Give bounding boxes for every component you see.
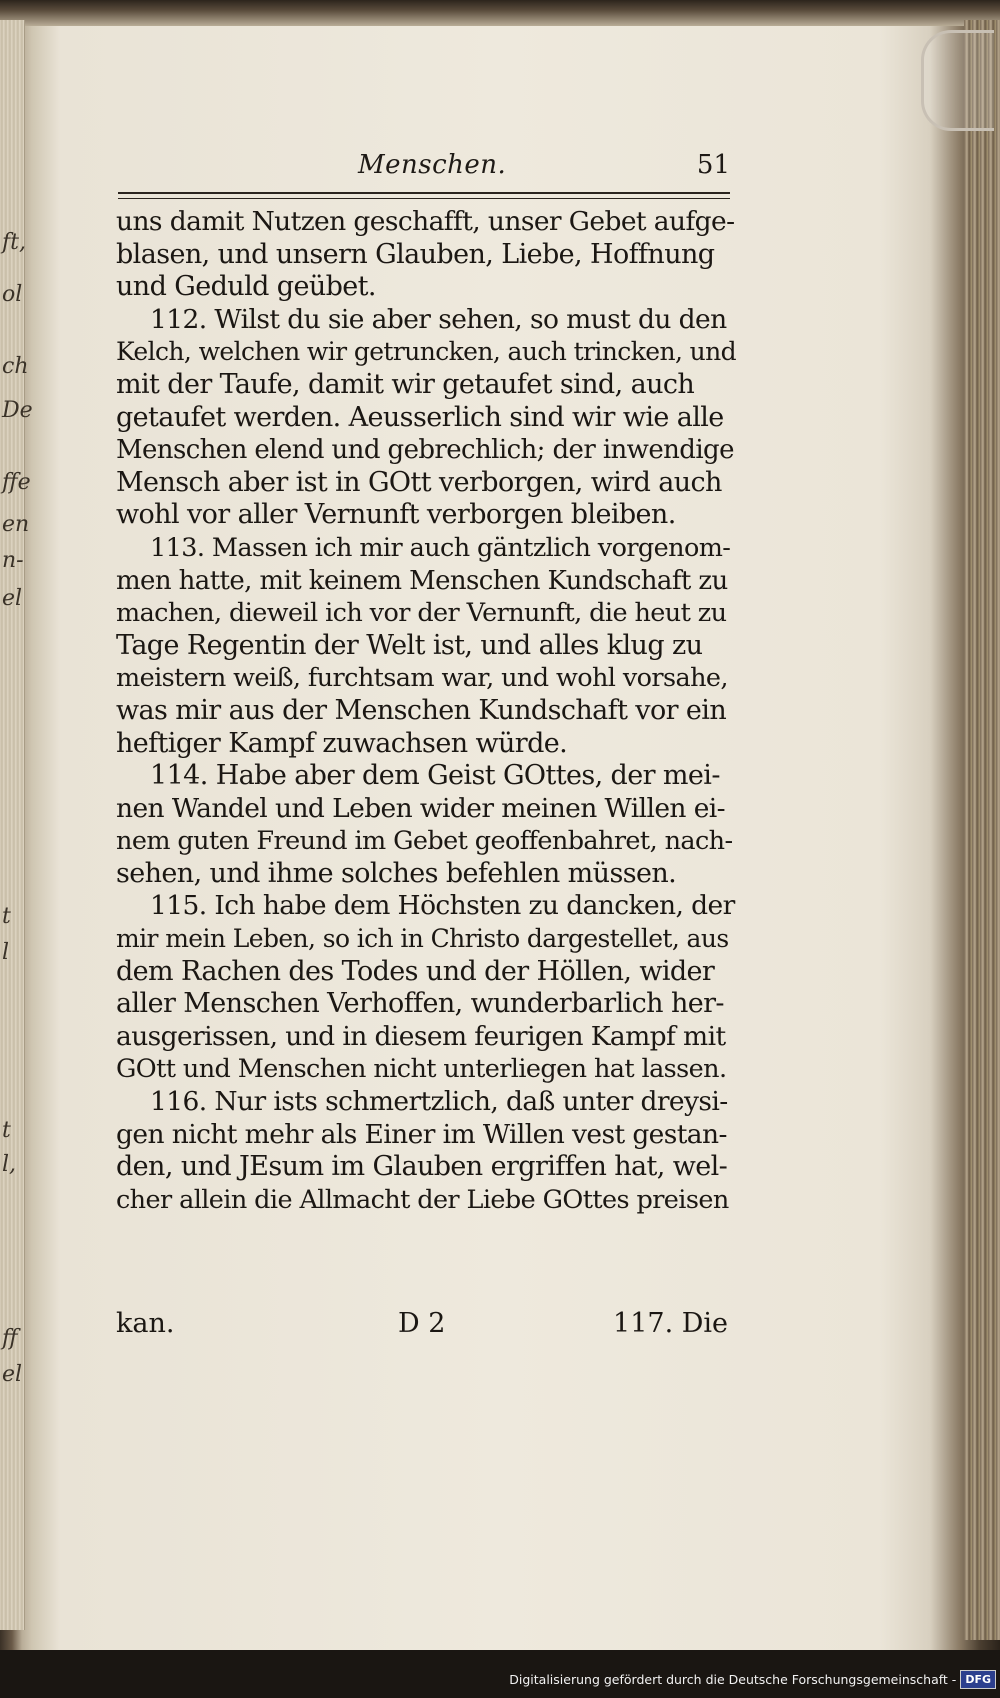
margin-bleed-text: el	[2, 586, 23, 611]
digitization-credit	[509, 1668, 996, 1690]
signature-mark: D 2	[398, 1308, 446, 1339]
text-line: meistern weiß, furchtsam war, und wohl vorsahe,	[116, 663, 728, 694]
page-number: 51	[696, 150, 730, 180]
margin-bleed-text: t	[2, 1118, 11, 1143]
last-word: kan.	[116, 1308, 175, 1339]
text-line: Tage Regentin der Welt ist, und alles klug zu	[116, 629, 703, 661]
margin-bleed-text: ch	[2, 354, 29, 379]
text-line: Kelch, welchen wir getruncken, auch trincken, und	[116, 337, 737, 367]
header-rule	[118, 192, 730, 199]
paragraph-114-start: 114. Habe aber dem Geist GOttes, der mei-	[150, 760, 720, 792]
paragraph-116-start: 116. Nur ists schmertzlich, daß unter dreysi-	[150, 1086, 728, 1118]
left-page-stack	[0, 20, 33, 1630]
page-title: Menschen.	[358, 150, 507, 180]
text-line: wohl vor aller Vernunft verborgen bleiben.	[116, 499, 676, 531]
dfg-logo-icon: DFG	[960, 1670, 996, 1689]
text-line: nen Wandel und Leben wider meinen Willen ei-	[116, 792, 726, 824]
body-text	[116, 206, 736, 1216]
text-line: aller Menschen Verhoffen, wunderbarlich her-	[116, 988, 724, 1020]
paragraph-115-start: 115. Ich habe dem Höchsten zu dancken, der	[150, 890, 735, 922]
margin-bleed-text: l,	[2, 1152, 17, 1177]
text-line: und Geduld geübet.	[116, 271, 376, 303]
text-line: sehen, und ihme solches befehlen müssen.	[116, 857, 677, 889]
text-line: GOtt und Menschen nicht unterliegen hat lassen.	[116, 1054, 727, 1085]
text-line: gen nicht mehr als Einer im Willen vest gestan-	[116, 1118, 727, 1150]
page-clip	[921, 30, 994, 131]
credit-text: Digitalisierung gefördert durch die Deutsche Forschungsgemeinschaft -	[509, 1671, 957, 1687]
margin-bleed-text: l	[2, 940, 10, 965]
text-line: cher allein die Allmacht der Liebe GOttes preisen	[116, 1184, 729, 1215]
text-line: dem Rachen des Todes und der Höllen, wider	[116, 955, 715, 987]
text-line: blasen, und unsern Glauben, Liebe, Hoffnung	[116, 238, 715, 270]
margin-bleed-text: ff	[2, 1326, 18, 1351]
margin-bleed-text: ft,	[2, 230, 26, 255]
margin-bleed-text: ol	[2, 282, 23, 307]
page-foot-line	[116, 1308, 736, 1342]
text-line: was mir aus der Menschen Kundschaft vor ein	[116, 694, 727, 726]
text-line: uns damit Nutzen geschafft, unser Gebet aufge-	[116, 206, 735, 237]
paragraph-113-start: 113. Massen ich mir auch gäntzlich vorgenom-	[150, 532, 731, 563]
text-line: Menschen elend und gebrechlich; der inwendige	[116, 435, 734, 466]
paragraph-112-start: 112. Wilst du sie aber sehen, so must du den	[150, 303, 727, 335]
margin-bleed-text: el	[2, 1362, 23, 1387]
book-top-edge	[0, 0, 1000, 26]
right-fore-edge	[964, 20, 1000, 1640]
text-line: den, und JEsum im Glauben ergriffen hat, wel-	[116, 1151, 728, 1183]
catchword: 117. Die	[613, 1308, 728, 1339]
text-line: heftiger Kampf zuwachsen würde.	[116, 727, 568, 759]
text-line: nem guten Freund im Gebet geoffenbahret, nach-	[116, 826, 733, 857]
text-line: men hatte, mit keinem Menschen Kundschaft zu	[116, 565, 728, 596]
running-header	[118, 150, 730, 192]
text-line: Mensch aber ist in GOtt verborgen, wird auch	[116, 466, 722, 498]
text-line: machen, dieweil ich vor der Vernunft, die heut zu	[116, 598, 727, 629]
margin-bleed-text: n-	[2, 548, 24, 573]
text-line: mit der Taufe, damit wir getaufet sind, auch	[116, 368, 695, 400]
margin-bleed-text: t	[2, 904, 11, 929]
margin-bleed-text: en	[2, 512, 30, 537]
text-line: mir mein Leben, so ich in Christo dargestellet, aus	[116, 924, 729, 954]
text-line: ausgerissen, und in diesem feurigen Kampf mit	[116, 1020, 726, 1052]
text-line: getaufet werden. Aeusserlich sind wir wie alle	[116, 401, 724, 433]
margin-bleed-text: De	[2, 398, 33, 423]
margin-bleed-text: ffe	[2, 470, 31, 495]
